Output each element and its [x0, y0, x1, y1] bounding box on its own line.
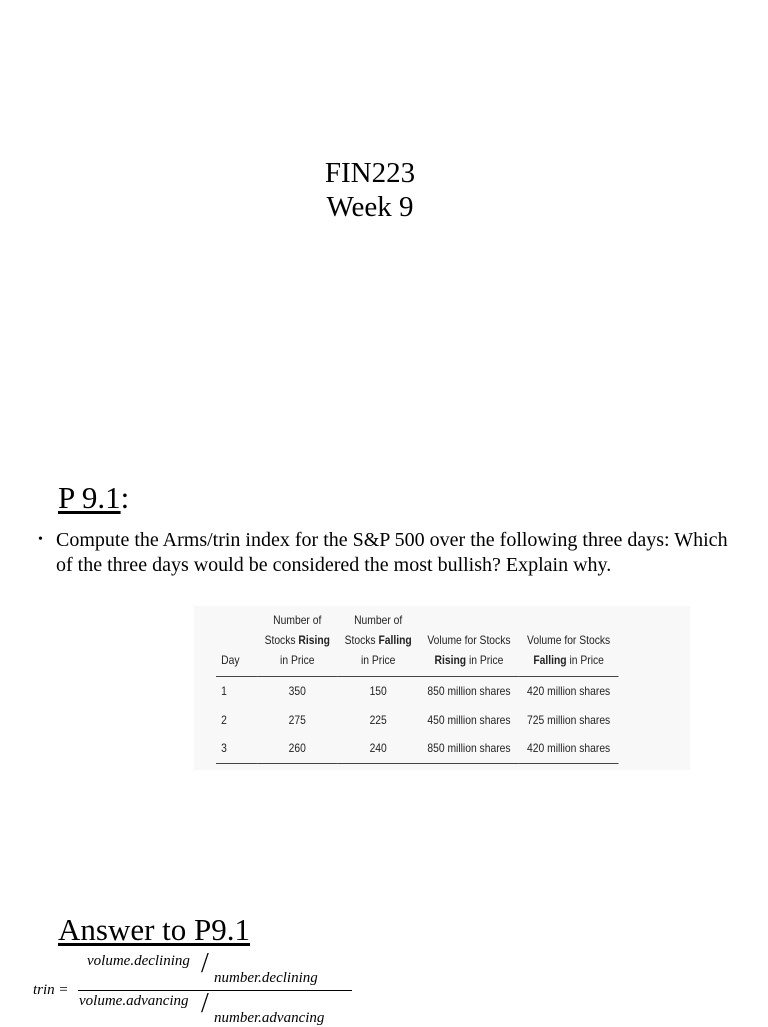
- problem-bullet: [38, 528, 728, 577]
- cell-vol-rising: 450 million shares: [427, 712, 511, 727]
- numerator-slash: /: [201, 948, 209, 979]
- table-row: [216, 677, 618, 706]
- stock-data-table-image: [194, 606, 690, 770]
- bullet-dot: •: [38, 532, 43, 547]
- course-code: FIN223: [324, 157, 416, 189]
- header-day: Day: [216, 610, 257, 677]
- numerator-count: number.declining: [214, 970, 318, 986]
- cell-day: 2: [221, 712, 227, 727]
- cell-vol-falling: 725 million shares: [527, 712, 611, 727]
- numerator-volume: volume.declining: [87, 953, 190, 969]
- problem-label: P 9.1: [58, 480, 121, 515]
- cell-day: 3: [216, 734, 257, 763]
- cell-vol-rising: 850 million shares: [427, 684, 511, 699]
- table-header-row: [216, 610, 618, 677]
- trin-formula: [0, 940, 768, 1024]
- cell-vol-falling: 420 million shares: [519, 734, 619, 763]
- problem-text: Compute the Arms/trin index for the S&P 500 over the following three days: Which of the three days would be considered the most bullish? Explain why.: [56, 529, 728, 576]
- problem-heading: [58, 480, 129, 516]
- denominator-volume: volume.advancing: [79, 993, 189, 1009]
- cell-vol-falling: 420 million shares: [527, 684, 611, 699]
- formula-lhs: trin =: [33, 982, 69, 998]
- cell-vol-rising: 850 million shares: [419, 734, 519, 763]
- table-row: [216, 706, 618, 735]
- problem-label-colon: :: [120, 480, 130, 515]
- header-volume-falling: Volume for Stocks Falling in Price: [519, 610, 619, 677]
- cell-rising: 350: [288, 684, 306, 699]
- stock-data-table: [216, 610, 618, 764]
- fraction-bar: [78, 990, 352, 991]
- header-stocks-rising: Number of Stocks Rising in Price: [257, 610, 337, 677]
- week-label: Week 9: [326, 191, 414, 223]
- table-row: [216, 734, 618, 763]
- cell-day: 1: [221, 684, 227, 699]
- document-title: [0, 156, 740, 224]
- header-stocks-falling: Number of Stocks Falling in Price: [337, 610, 419, 677]
- cell-rising: 260: [257, 734, 337, 763]
- cell-rising: 275: [288, 712, 306, 727]
- answer-heading-text: Answer to P9.1: [58, 912, 251, 947]
- header-volume-rising: Volume for Stocks Rising in Price: [419, 610, 519, 677]
- denominator-slash: /: [201, 988, 209, 1019]
- cell-falling: 225: [369, 712, 387, 727]
- cell-falling: 150: [369, 684, 387, 699]
- cell-falling: 240: [337, 734, 419, 763]
- denominator-count: number.advancing: [214, 1010, 325, 1026]
